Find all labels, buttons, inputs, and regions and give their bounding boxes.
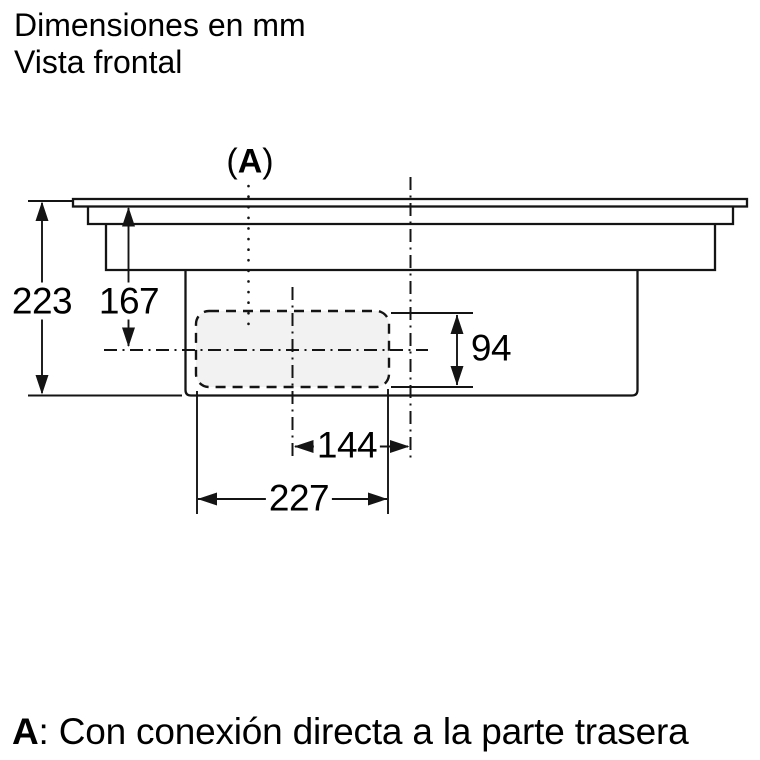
dim-duct-height-value: 94 [468, 330, 514, 367]
arrowhead-up [36, 202, 49, 222]
arrowhead-up [122, 207, 135, 227]
arrowhead-left [198, 493, 218, 506]
arrowhead-down [451, 366, 464, 386]
paren-open-text: ( [226, 142, 238, 181]
footnote-text: : Con conexión directa a la parte trasera [38, 711, 689, 752]
dim-opening-width-value: 227 [266, 480, 332, 517]
dim-overall-height-value: 223 [9, 283, 75, 320]
page-subtitle: Vista frontal [14, 44, 183, 80]
dimension-duct-height [391, 313, 473, 387]
footnote-marker: A [12, 711, 39, 752]
paren-close-text: ) [262, 142, 274, 181]
dim-axis-offset-value: 144 [314, 427, 380, 464]
section-a-letter: A [237, 142, 263, 181]
arrowhead-down [122, 328, 135, 348]
page-title: Dimensiones en mm [14, 7, 306, 43]
arrowhead-up [451, 315, 464, 335]
arrowhead-down [36, 375, 49, 395]
arrowhead-right [368, 493, 388, 506]
arrowhead-left [294, 440, 314, 453]
footnote [12, 711, 688, 753]
arrowhead-right [390, 440, 410, 453]
dim-glass-to-axis-value: 167 [96, 283, 162, 320]
dimension-glass-to-axis [122, 207, 135, 347]
